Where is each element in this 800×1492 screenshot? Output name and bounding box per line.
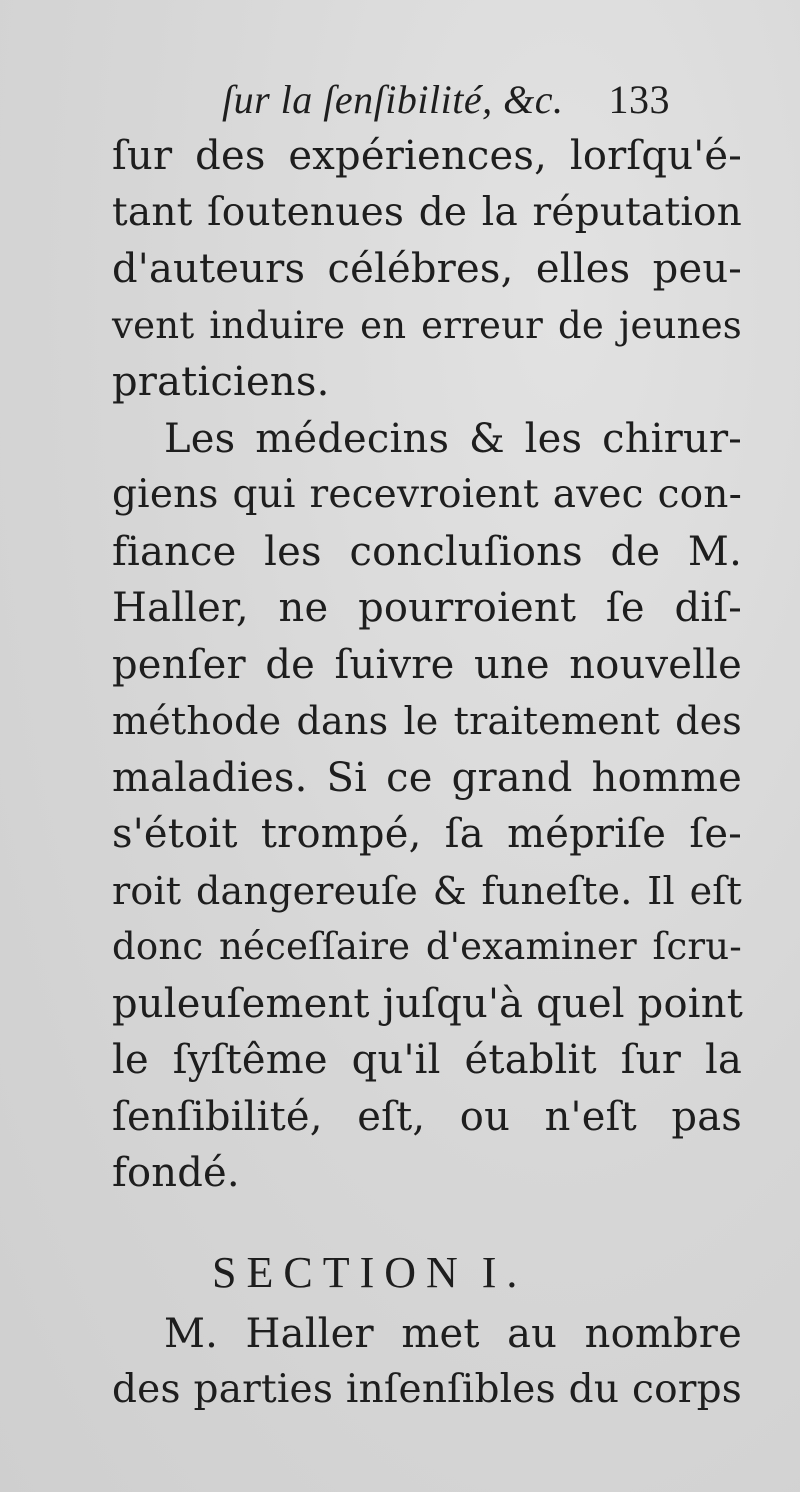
text-line: méthode dans le traitement des bbox=[112, 699, 742, 743]
paragraph-2 bbox=[112, 411, 742, 1202]
text-line: penſer de ſuivre une nouvelle bbox=[112, 641, 742, 688]
text-line: Les médecins & les chirur- bbox=[164, 415, 742, 462]
paragraph-3 bbox=[112, 1306, 742, 1419]
text-line: le ſyſtême qu'il établit ſur la bbox=[112, 1037, 742, 1083]
text-line: s'étoit trompé, ſa mépriſe ſe- bbox=[112, 811, 742, 857]
text-line: M. Haller met au nombre bbox=[164, 1310, 742, 1357]
text-line: tant ſoutenues de la réputation bbox=[112, 189, 742, 235]
text-line: maladies. Si ce grand homme bbox=[112, 754, 742, 801]
paragraph-1 bbox=[112, 128, 742, 411]
text-line: puleuſement juſqu'à quel point bbox=[112, 980, 743, 1027]
page-text bbox=[112, 72, 742, 1419]
text-line: fiance les concluſions de M. bbox=[112, 528, 742, 575]
text-line: roit dangereuſe & funeſte. Il eſt bbox=[112, 868, 742, 913]
running-title: ſur la ſenſibilité, &c. bbox=[222, 77, 564, 122]
section-label: SECTION bbox=[212, 1247, 468, 1297]
text-line: ſur des expériences, lorſqu'é- bbox=[112, 133, 742, 179]
text-line: ſenſibilité, eſt, ou n'eſt pas bbox=[112, 1093, 742, 1140]
text-line: giens qui recevroient avec con- bbox=[112, 472, 742, 517]
page-number: 133 bbox=[608, 77, 670, 122]
text-line: d'auteurs célébres, elles peu- bbox=[112, 246, 742, 292]
text-line: Haller, ne pourroient ſe diſ- bbox=[112, 585, 742, 631]
text-line: fondé. bbox=[112, 1150, 240, 1196]
text-line: donc néceſſaire d'examiner ſcru- bbox=[112, 925, 742, 968]
section-heading bbox=[112, 1244, 742, 1302]
text-line: vent induire en erreur de jeunes bbox=[112, 303, 742, 347]
running-header bbox=[222, 72, 742, 128]
section-number: I. bbox=[481, 1247, 528, 1297]
text-line: praticiens. bbox=[112, 359, 330, 405]
text-line: des parties inſenſibles du corps bbox=[112, 1367, 742, 1412]
